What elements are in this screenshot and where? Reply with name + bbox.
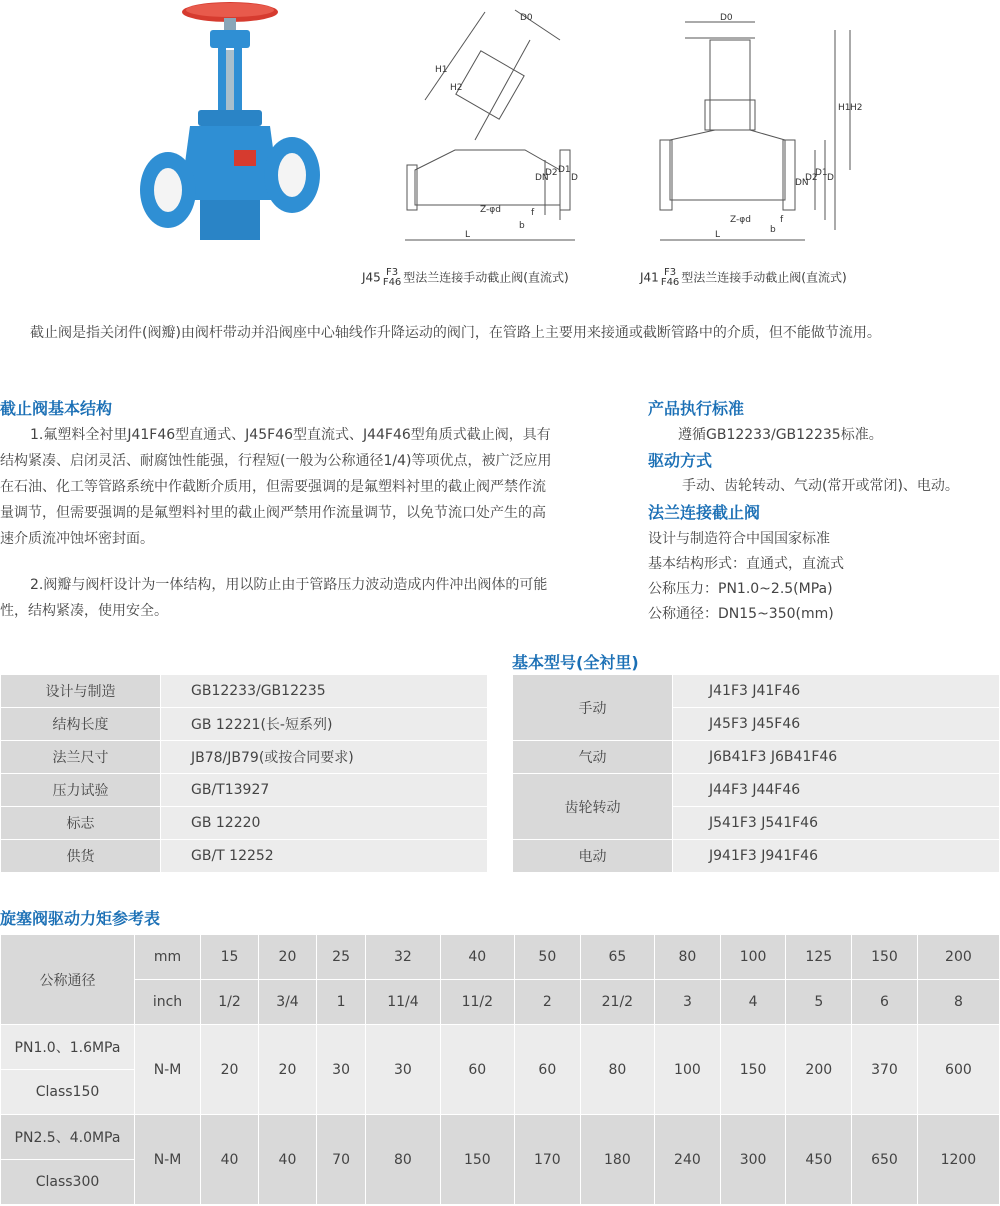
models-title: 基本型号(全衬里) xyxy=(512,653,639,672)
inch-cell-0: 1/2 xyxy=(201,980,259,1025)
torque-pn1-cell-4: 60 xyxy=(440,1025,514,1115)
drive-title: 驱动方式 xyxy=(648,451,713,470)
inch-cell-7: 3 xyxy=(655,980,721,1025)
flange-title: 法兰连接截止阀 xyxy=(648,503,761,522)
mm-cell-9: 125 xyxy=(786,935,852,980)
pn-label-2: PN2.5、4.0MPa xyxy=(1,1115,135,1160)
structure-paragraph-1: 1.氟塑料全衬里J41F46型直通式、J45F46型直流式、J44F46型角质式截止阀，具有结构紧凑、启闭灵活、耐腐蚀性能强，行程短(一般为公称通径1/4)等项优点，被广泛应用在石油、化工等管路系统中作截断介质用，但需要强调的是氟塑料衬里的截止阀严禁作流量调节，但需要强调的是氟塑料衬里的截止阀严禁用作流量调节，以免节流口处产生的高速介质流冲蚀坏密封面。 xyxy=(0,427,552,547)
inch-cell-4: 11/2 xyxy=(440,980,514,1025)
inch-cell-5: 2 xyxy=(515,980,581,1025)
mm-cell-11: 200 xyxy=(917,935,999,980)
standard-text: 遵循GB12233/GB12235标准。 xyxy=(678,427,883,443)
mm-label: mm xyxy=(135,935,201,980)
nominal-diameter-label: 公称通径 xyxy=(1,935,135,1025)
torque-pn1-cell-2: 30 xyxy=(316,1025,365,1115)
drive-text: 手动、齿轮转动、气动(常开或常闭)、电动。 xyxy=(682,478,959,494)
inch-cell-9: 5 xyxy=(786,980,852,1025)
inch-cell-1: 3/4 xyxy=(258,980,316,1025)
mm-cell-3: 32 xyxy=(366,935,440,980)
label-h1: H1 xyxy=(838,103,851,113)
label-bolt: Z-φd xyxy=(730,215,751,225)
torque-pn2-cell-4: 150 xyxy=(440,1115,514,1205)
class-label-1: Class150 xyxy=(1,1070,135,1115)
table-row: 手动 J41F3 J41F46 xyxy=(513,675,1000,708)
mm-cell-6: 65 xyxy=(580,935,654,980)
table-row: 设计与制造 GB12233/GB12235 xyxy=(1,675,488,708)
label-f: f xyxy=(531,208,535,218)
structure-title: 截止阀基本结构 xyxy=(0,399,113,418)
table-row: 电动 J941F3 J941F46 xyxy=(513,840,1000,873)
pn-label-1: PN1.0、1.6MPa xyxy=(1,1025,135,1070)
mm-cell-2: 25 xyxy=(316,935,365,980)
caption-j41: J41 F3 F46 型法兰连接手动截止阀(直流式) xyxy=(640,267,847,288)
label-d1: D1 xyxy=(815,168,828,178)
table-row xyxy=(1,1025,1000,1070)
label-d: D xyxy=(571,173,578,183)
class-label-2: Class300 xyxy=(1,1160,135,1205)
table-row xyxy=(1,980,1000,1025)
table-row: 法兰尺寸 JB78/JB79(或按合同要求) xyxy=(1,741,488,774)
label-b: b xyxy=(770,225,776,235)
j45-drawing xyxy=(395,0,595,255)
mm-cell-7: 80 xyxy=(655,935,721,980)
unit-1: N-M xyxy=(135,1025,201,1115)
torque-pn1-cell-9: 200 xyxy=(786,1025,852,1115)
table-row: 压力试验 GB/T13927 xyxy=(1,774,488,807)
inch-cell-2: 1 xyxy=(316,980,365,1025)
torque-pn2-cell-5: 170 xyxy=(515,1115,581,1205)
torque-pn1-cell-8: 150 xyxy=(720,1025,786,1115)
inch-cell-3: 11/4 xyxy=(366,980,440,1025)
inch-cell-11: 8 xyxy=(917,980,999,1025)
label-d: D xyxy=(827,173,834,183)
torque-pn2-cell-8: 300 xyxy=(720,1115,786,1205)
table-row: J45F3 J45F46 xyxy=(513,708,1000,741)
torque-pn2-cell-1: 40 xyxy=(258,1115,316,1205)
table-row: 供货 GB/T 12252 xyxy=(1,840,488,873)
torque-pn1-cell-11: 600 xyxy=(917,1025,999,1115)
torque-pn2-cell-7: 240 xyxy=(655,1115,721,1205)
torque-pn2-cell-0: 40 xyxy=(201,1115,259,1205)
torque-pn1-cell-5: 60 xyxy=(515,1025,581,1115)
label-d0: D0 xyxy=(520,13,533,23)
caption-j45: J45 F3 F46 型法兰连接手动截止阀(直流式) xyxy=(362,267,569,288)
torque-pn2-cell-11: 1200 xyxy=(917,1115,999,1205)
table-row: 结构长度 GB 12221(长-短系列) xyxy=(1,708,488,741)
table-row: 标志 GB 12220 xyxy=(1,807,488,840)
torque-pn2-cell-2: 70 xyxy=(316,1115,365,1205)
flange-line-2: 基本结构形式：直通式，直流式 xyxy=(648,556,844,572)
flange-line-3: 公称压力：PN1.0~2.5(MPa) xyxy=(648,581,833,597)
inch-cell-10: 6 xyxy=(852,980,918,1025)
torque-pn1-cell-10: 370 xyxy=(852,1025,918,1115)
standard-title: 产品执行标准 xyxy=(648,399,745,418)
unit-2: N-M xyxy=(135,1115,201,1205)
mm-cell-0: 15 xyxy=(201,935,259,980)
j41-drawing xyxy=(655,0,863,255)
table-row: 气动 J6B41F3 J6B41F46 xyxy=(513,741,1000,774)
label-d2: D2 xyxy=(805,173,818,183)
label-h1: H1 xyxy=(435,65,448,75)
torque-pn1-cell-6: 80 xyxy=(580,1025,654,1115)
valve-photo xyxy=(130,0,330,250)
model-table xyxy=(512,674,1000,873)
flange-line-1: 设计与制造符合中国国家标准 xyxy=(648,531,830,547)
mm-cell-5: 50 xyxy=(515,935,581,980)
table-row: 齿轮转动 J44F3 J44F46 xyxy=(513,774,1000,807)
torque-pn1-cell-1: 20 xyxy=(258,1025,316,1115)
table-row xyxy=(1,935,1000,980)
label-dn: DN xyxy=(795,178,809,188)
mm-cell-4: 40 xyxy=(440,935,514,980)
torque-pn1-cell-7: 100 xyxy=(655,1025,721,1115)
table-row xyxy=(1,1115,1000,1160)
torque-pn2-cell-6: 180 xyxy=(580,1115,654,1205)
label-d0: D0 xyxy=(720,13,733,23)
label-d2: D2 xyxy=(545,168,558,178)
torque-pn2-cell-9: 450 xyxy=(786,1115,852,1205)
mm-cell-10: 150 xyxy=(852,935,918,980)
mm-cell-1: 20 xyxy=(258,935,316,980)
label-l: L xyxy=(465,230,471,240)
mm-cell-8: 100 xyxy=(720,935,786,980)
torque-pn2-cell-3: 80 xyxy=(366,1115,440,1205)
inch-cell-6: 21/2 xyxy=(580,980,654,1025)
label-d1: D1 xyxy=(558,165,571,175)
label-b: b xyxy=(519,221,525,231)
label-bolt: Z-φd xyxy=(480,205,501,215)
inch-label: inch xyxy=(135,980,201,1025)
label-h2: H2 xyxy=(850,103,863,113)
inch-cell-8: 4 xyxy=(720,980,786,1025)
structure-paragraph-2: 2.阀瓣与阀杆设计为一体结构，用以防止由于管路压力波动造成内件冲出阀体的可能性，结构紧凑，使用安全。 xyxy=(0,577,548,619)
label-f: f xyxy=(780,215,784,225)
flange-line-4: 公称通径：DN15~350(mm) xyxy=(648,606,834,622)
torque-title: 旋塞阀驱动力矩参考表 xyxy=(0,909,161,928)
torque-table xyxy=(0,934,1000,1205)
label-l: L xyxy=(715,230,721,240)
torque-pn1-cell-3: 30 xyxy=(366,1025,440,1115)
torque-pn1-cell-0: 20 xyxy=(201,1025,259,1115)
torque-pn2-cell-10: 650 xyxy=(852,1115,918,1205)
label-h2: H2 xyxy=(450,83,463,93)
label-dn: DN xyxy=(535,173,549,183)
spec-table xyxy=(0,674,488,873)
table-row: J541F3 J541F46 xyxy=(513,807,1000,840)
intro-paragraph: 截止阀是指关闭件(阀瓣)由阀杆带动并沿阀座中心轴线作升降运动的阀门，在管路上主要用来接通或截断管路中的介质，但不能做节流用。 xyxy=(30,325,881,341)
